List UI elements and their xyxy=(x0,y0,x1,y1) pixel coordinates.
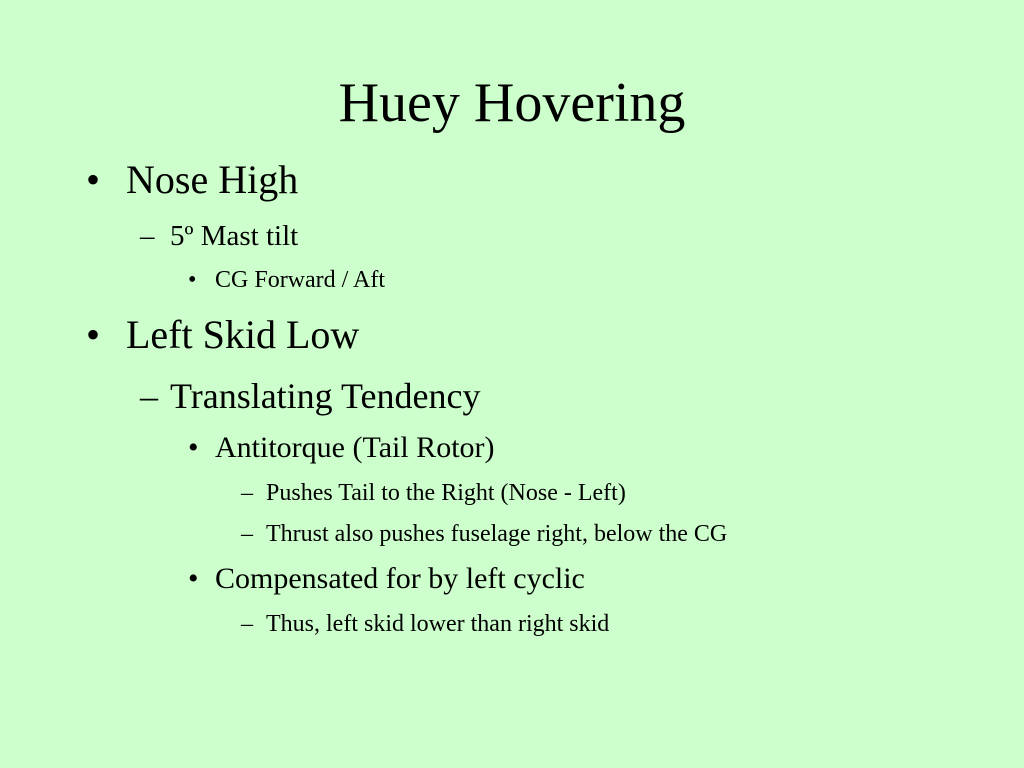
bullet-marker: • xyxy=(188,562,199,595)
bullet-marker: • xyxy=(86,157,101,202)
dash-marker: – xyxy=(140,220,155,252)
sub-sub-bullet-text: Antitorque (Tail Rotor) xyxy=(215,431,495,464)
bullet-text: Nose High xyxy=(126,157,299,202)
dash-marker: – xyxy=(140,376,158,416)
bullet-marker: • xyxy=(86,312,101,357)
level4-bullet-text: Thus, left skid lower than right skid xyxy=(266,611,610,637)
level4-bullet-text: Pushes Tail to the Right (Nose - Left) xyxy=(266,480,626,506)
sub-bullet-text: 5º Mast tilt xyxy=(170,220,299,252)
dash-marker: – xyxy=(241,480,253,506)
sub-bullet-text: Translating Tendency xyxy=(170,376,481,416)
dash-marker: – xyxy=(241,611,253,637)
slide-title: Huey Hovering xyxy=(338,72,686,134)
dash-marker: – xyxy=(241,521,253,547)
level4-bullet-text: Thrust also pushes fuselage right, below the CG xyxy=(266,521,728,547)
bullet-marker: • xyxy=(188,431,199,464)
bullet-text: Left Skid Low xyxy=(126,312,360,357)
sub-sub-bullet-text: CG Forward / Aft xyxy=(215,267,385,293)
bullet-marker: • xyxy=(188,267,197,293)
sub-sub-bullet-text: Compensated for by left cyclic xyxy=(215,562,585,595)
